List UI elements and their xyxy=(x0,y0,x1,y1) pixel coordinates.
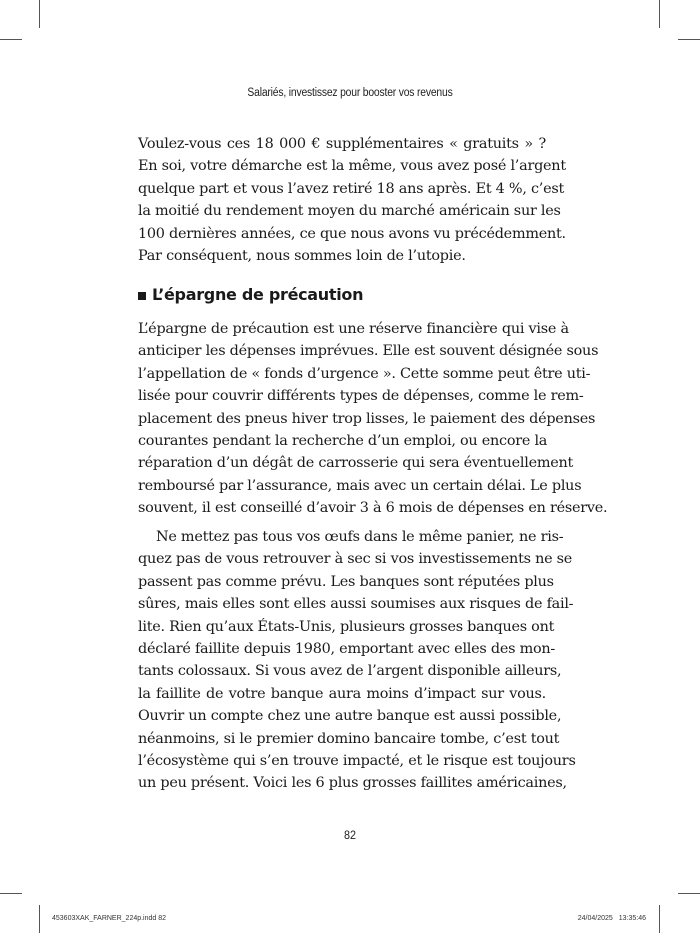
text-line: quelque part et vous l’avez retiré 18 ans après. Et 4 %, c’est xyxy=(138,180,565,197)
page-number: 82 xyxy=(343,828,357,842)
crop-mark-right-bottom xyxy=(678,893,700,894)
text-line: la faillite de votre banque aura moins d’impact sur vous. xyxy=(138,685,546,702)
text-line: souvent, il est conseillé d’avoir 3 à 6 mois de dépenses en réserve. xyxy=(138,500,608,517)
text-line: Ne mettez pas tous vos œufs dans le même panier, ne ris- xyxy=(156,529,564,545)
text-line: l’écosystème qui s’en trouve impacté, et le risque est toujours xyxy=(138,752,576,769)
text-line: l’appellation de « fonds d’urgence ». Cette somme peut être uti- xyxy=(138,365,591,382)
running-head: Salariés, investissez pour booster vos revenus xyxy=(247,87,453,99)
text-line: la moitié du rendement moyen du marché américain sur les xyxy=(138,203,561,220)
crop-mark-bottom-right xyxy=(659,905,660,933)
paragraph-bank-risk xyxy=(138,526,576,795)
text-line: L’épargne de précaution est une réserve financière qui vise à xyxy=(138,321,569,337)
paragraph-savings-definition xyxy=(138,318,608,520)
text-line: tants colossaux. Si vous avez de l’argent disponible ailleurs, xyxy=(138,663,562,680)
crop-mark-left-bottom xyxy=(0,893,22,894)
text-line: anticiper les dépenses imprévues. Elle est souvent désignée sous xyxy=(138,343,599,360)
text-line: réparation d’un dégât de carrosserie qui sera éventuellement xyxy=(138,455,574,472)
text-line: courantes pendant la recherche d’un emploi, ou encore la xyxy=(138,432,548,449)
paragraph-intro xyxy=(138,133,566,267)
section-heading-text: L’épargne de précaution xyxy=(152,285,364,304)
text-line: En soi, votre démarche est la même, vous avez posé l’argent xyxy=(138,158,566,175)
square-bullet-icon xyxy=(138,292,146,300)
text-line: lisée pour couvrir différents types de dépenses, comme le rem- xyxy=(138,388,584,405)
text-line: Voulez-vous ces 18 000 € supplémentaires « gratuits » ? xyxy=(138,136,546,152)
crop-mark-right-top xyxy=(678,39,700,40)
text-line: néanmoins, si le premier domino bancaire tombe, c’est tout xyxy=(138,730,560,747)
slug-filename: 453603XAK_FARNER_224p.indd 82 xyxy=(52,915,167,922)
text-line: placement des pneus hiver trop lisses, le paiement des dépenses xyxy=(138,410,596,427)
text-line: sûres, mais elles sont elles aussi soumises aux risques de fail- xyxy=(138,596,574,613)
text-line: lite. Rien qu’aux États-Unis, plusieurs grosses banques ont xyxy=(138,618,555,635)
text-line: un peu présent. Voici les 6 plus grosses faillites américaines, xyxy=(138,775,567,792)
text-line: Par conséquent, nous sommes loin de l’utopie. xyxy=(138,247,466,264)
slug-date: 24/04/2025 xyxy=(577,915,613,922)
text-line: quez pas de vous retrouver à sec si vos investissements ne se xyxy=(138,551,573,568)
crop-mark-top-right xyxy=(659,0,660,28)
text-line: passent pas comme prévu. Les banques sont réputées plus xyxy=(138,573,554,590)
section-heading xyxy=(138,285,363,304)
text-line: Ouvrir un compte chez une autre banque est aussi possible, xyxy=(138,708,562,725)
crop-mark-top-left xyxy=(39,0,40,28)
slug-time: 13:35:46 xyxy=(618,915,646,922)
slug-timestamp xyxy=(578,915,646,922)
text-line: 100 dernières années, ce que nous avons vu précédemment. xyxy=(138,225,566,242)
text-line: remboursé par l’assurance, mais avec un certain délai. Le plus xyxy=(138,477,582,494)
crop-mark-left-top xyxy=(0,39,22,40)
crop-mark-bottom-left xyxy=(39,905,40,933)
text-line: déclaré faillite depuis 1980, emportant avec elles des mon- xyxy=(138,640,556,657)
